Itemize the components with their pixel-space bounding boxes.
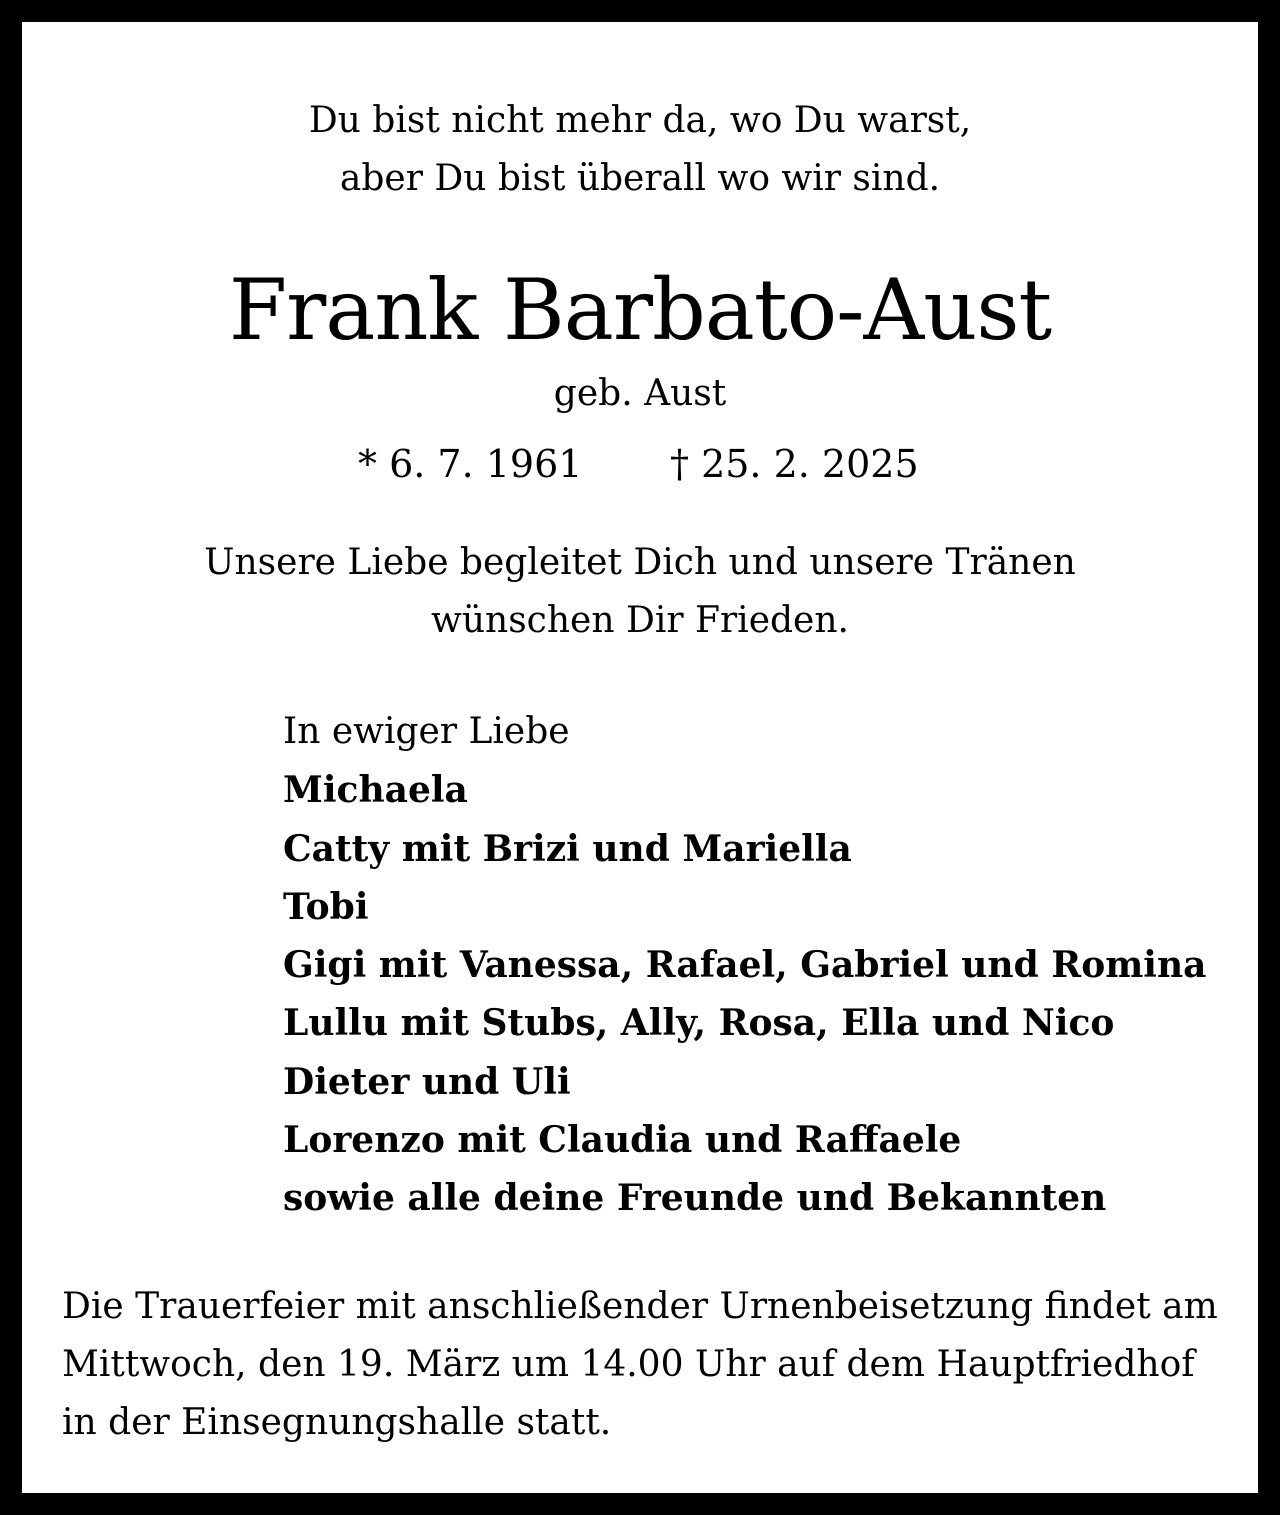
mourner-name: Lorenzo mit Claudia und Raffaele <box>283 1119 962 1162</box>
obituary-notice <box>22 22 1258 1493</box>
mourner-name: Lullu mit Stubs, Ally, Rosa, Ella und Nico <box>283 1002 1115 1045</box>
motto-line: aber Du bist überall wo wir sind. <box>339 158 941 199</box>
birth-date: * 6. 7. 1961 <box>358 442 583 486</box>
mourner-name: sowie alle deine Freunde und Bekannten <box>283 1177 1107 1220</box>
mourners-list <box>283 703 1206 1228</box>
ceremony-line: in der Einsegnungshalle statt. <box>62 1402 612 1443</box>
motto-line: Du bist nicht mehr da, wo Du warst, <box>308 100 972 141</box>
mourner-name: Catty mit Brizi und Mariella <box>283 827 852 870</box>
verse <box>22 534 1258 650</box>
ceremony-line: Die Trauerfeier mit anschließender Urnenbeisetzung findet am <box>62 1286 1218 1327</box>
maiden-name: geb. Aust <box>553 373 727 414</box>
ceremony-line: Mittwoch, den 19. März um 14.00 Uhr auf dem Hauptfriedhof <box>62 1344 1195 1385</box>
ceremony-info <box>62 1278 1232 1452</box>
deceased-name: Frank Barbato-Aust <box>228 261 1052 359</box>
verse-line: Unsere Liebe begleitet Dich und unsere Tränen <box>204 542 1076 583</box>
mourner-names <box>283 761 1206 1227</box>
verse-line: wünschen Dir Frieden. <box>431 600 849 641</box>
motto <box>22 92 1258 208</box>
death-date: † 25. 2. 2025 <box>670 442 919 486</box>
mourners-intro: In ewiger Liebe <box>283 711 570 752</box>
mourner-name: Michaela <box>283 769 468 812</box>
mourner-name: Dieter und Uli <box>283 1060 571 1103</box>
mourner-name: Tobi <box>283 885 369 928</box>
mourner-name: Gigi mit Vanessa, Rafael, Gabriel und Romina <box>283 944 1207 987</box>
